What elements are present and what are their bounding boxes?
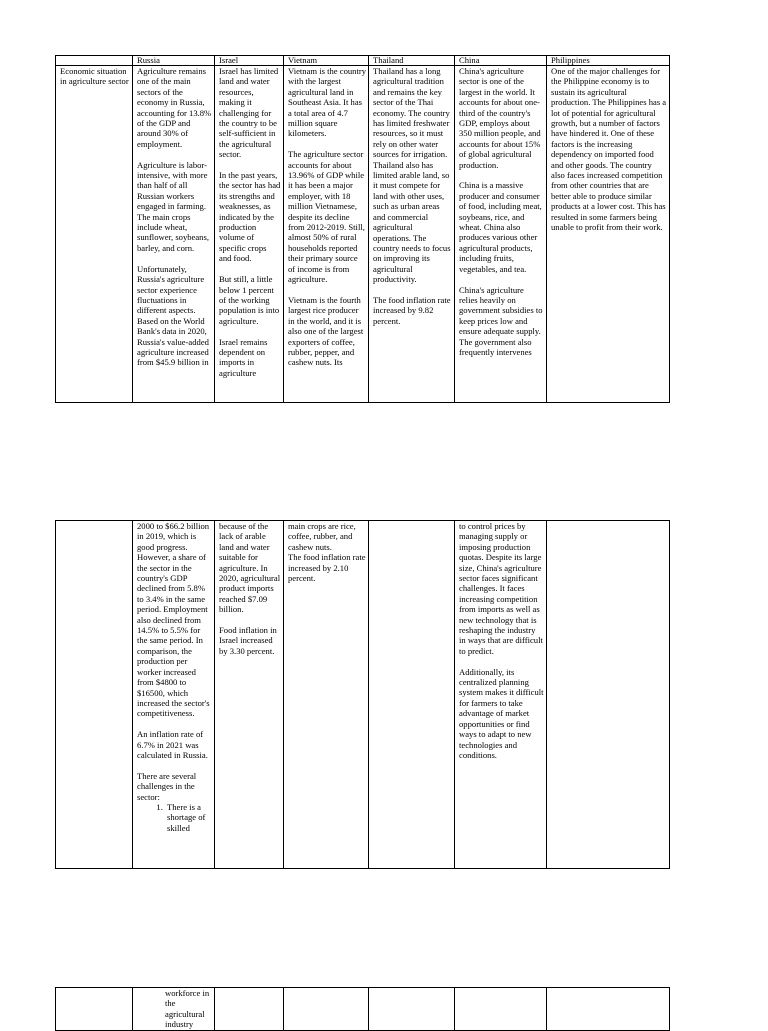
list-item-continued: workforce in the agricultural industry — [165, 988, 210, 1030]
paragraph: Israel remains dependent on imports in agriculture — [219, 336, 268, 378]
header-china: China — [455, 56, 547, 66]
paragraph: Unfortunately, Russia's agriculture sector experience fluctuations in different aspects. Based on the World Bank's data in 2020, Russia's value-added agriculture increased from $45.9 billion in — [137, 263, 209, 368]
paragraph: China is a massive producer and consumer of food, including meat, soybeans, rice, and wheat. China also produces various other agricultural products, including fruits, vegetables, and tea. — [459, 180, 542, 274]
paragraph: Vietnam is the fourth largest rice producer in the world, and it is also one of the largest exporters of coffee, rubber, pepper, and cashew nuts. Its — [288, 294, 364, 368]
header-cell-empty — [56, 56, 133, 66]
cell-philippines — [547, 521, 670, 869]
economic-situation-row-continued — [56, 521, 670, 869]
comparison-table-page-2 — [55, 520, 670, 869]
cell-vietnam — [284, 66, 369, 403]
paragraph: Agriculture is labor-intensive, with more than half of all Russian workers engaged in farming. The main crops include wheat, sunflower, soybeans, barley, and corn. — [137, 159, 209, 253]
list-item: 1. There is a shortage of skilled — [165, 802, 212, 833]
header-russia: Russia — [133, 56, 215, 66]
cell-thailand — [369, 66, 455, 403]
header-row — [56, 56, 670, 66]
row-label-empty — [56, 521, 133, 869]
comparison-table-page-3 — [55, 987, 670, 1031]
paragraph: Additionally, its centralized planning system makes it difficult for farmers to take advantage of market opportunities or find ways to adapt to new technologies and conditions. — [459, 666, 544, 760]
row-label: Economic situation in agriculture sector — [56, 66, 133, 403]
cell-russia — [133, 521, 215, 869]
cell-thailand — [369, 521, 455, 869]
challenges-list — [137, 802, 212, 833]
paragraph: Vietnam is the country with the largest agricultural land in Southeast Asia. It has a total area of 4.7 million square kilometers. — [288, 66, 367, 139]
cell-israel — [215, 66, 284, 403]
paragraph: because of the lack of arable land and water suitable for agriculture. In 2020, agricultural product imports reached $7.09 billion. — [219, 521, 281, 615]
paragraph: Israel has limited land and water resources, making it challenging for the country to be self-sufficient in the agricultural sector. — [219, 66, 279, 160]
paragraph: The food inflation rate increased by 9.82 percent. — [373, 294, 451, 326]
paragraph: 2000 to $66.2 billion in 2019, which is good progress. However, a share of the sector in the country's GDP declined from 5.8% to 3.4% in the same period. Employment also declined from 14.5% to 5.5% for the same period. In comparison, the production per worker increased from $4800 to $16500, which increased the sector's competitiveness. — [137, 521, 210, 719]
paragraph: But still, a little below 1 percent of the working population is into agriculture. — [219, 274, 280, 326]
paragraph: One of the major challenges for the Philippine economy is to sustain its agricultural production. The Philippines has a lot of potential for agricultural growth, but a number of factors have hindered it. One of these factors is the increasing dependency on imported food and other goods. The country also faces increased competition from other countries that are better able to produce similar products at a lower cost. This has resulted in some farmers being unable to profit from their work. — [551, 66, 667, 233]
paragraph: There are several challenges in the sector: — [137, 770, 197, 802]
cell-israel — [215, 521, 284, 869]
cell-philippines — [547, 66, 670, 403]
cell-china — [455, 521, 547, 869]
header-thailand: Thailand — [369, 56, 455, 66]
economic-situation-row — [56, 66, 670, 403]
paragraph: main crops are rice, coffee, rubber, and cashew nuts. The food inflation rate increased by 2.10 percent. — [288, 521, 366, 584]
paragraph: The agriculture sector accounts for about 13.96% of GDP while it has been a major employer, with 18 million Vietnamese, despite its decline from 2012-2019. Still, almost 50% of rural households reported their primary source of income is from agriculture. — [288, 149, 365, 285]
paragraph: China's agriculture sector is one of the largest in the world. It accounts for about one-third of the country's GDP, employs about 350 million people, and accounts for about 15% of global agricultural production. — [459, 66, 541, 170]
cell-vietnam — [284, 521, 369, 869]
paragraph: An inflation rate of 6.7% in 2021 was calculated in Russia. — [137, 729, 208, 760]
paragraph: China's agriculture relies heavily on government subsidies to keep prices low and ensure adequate supply. The government also frequently intervenes — [459, 284, 543, 357]
paragraph: In the past years, the sector has had its strengths and weaknesses, as indicated by the production volume of specific crops and food. — [219, 170, 281, 264]
paragraph: to control prices by managing supply or imposing production quotas. Despite its large size, China's agriculture sector faces significant challenges. It faces increasing competition from imports as well as new technology that is reshaping the industry in ways that are difficult to predict. — [459, 521, 543, 656]
paragraph: Food inflation in Israel increased by 3.30 percent. — [219, 625, 277, 656]
paragraph: Agriculture remains one of the main sectors of the economy in Russia, accounting for 13.8% of the GDP and around 30% of employment. — [137, 66, 212, 149]
cell-russia — [133, 66, 215, 403]
header-israel: Israel — [215, 56, 284, 66]
header-vietnam: Vietnam — [284, 56, 369, 66]
comparison-table-page-1 — [55, 55, 670, 403]
paragraph: Thailand has a long agricultural tradition and remains the key sector of the Thai economy. The country has limited freshwater resources, so it must rely on other water sources for irrigation. Thailand also has limited arable land, so it must compete for land with other uses, such as urban areas and commercial agricultural operations. The country needs to focus on improving its agricultural productivity. — [373, 66, 451, 285]
header-philippines: Philippines — [547, 56, 670, 66]
cell-china — [455, 66, 547, 403]
